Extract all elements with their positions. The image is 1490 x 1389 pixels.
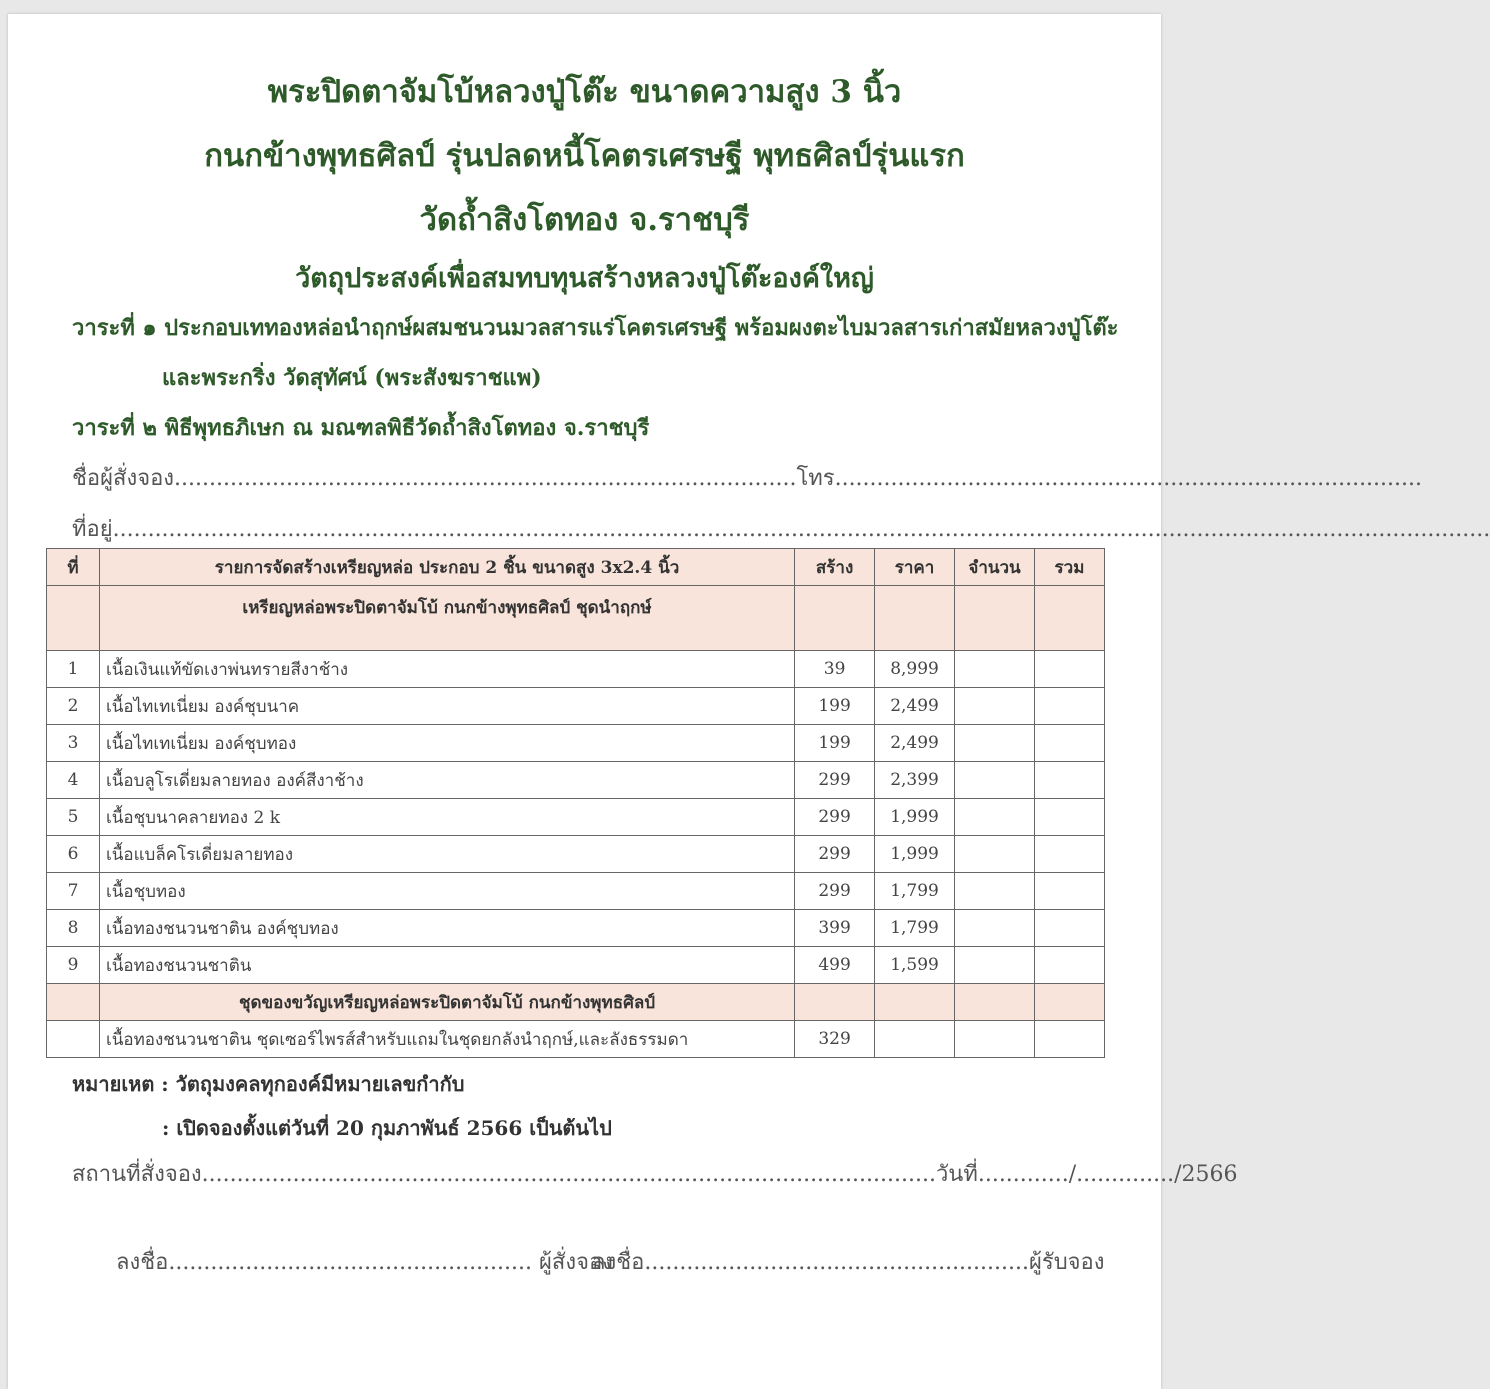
- row-no: 6: [47, 836, 100, 873]
- row-price: 1,999: [875, 799, 955, 836]
- row-price: 1,599: [875, 947, 955, 984]
- row-total-cell[interactable]: [1035, 725, 1105, 762]
- section-row: [47, 586, 1105, 651]
- row-no: 4: [47, 762, 100, 799]
- row-total-cell[interactable]: [1035, 688, 1105, 725]
- table-row: [47, 799, 1105, 836]
- table-header-row: [47, 549, 1105, 586]
- row-made: 299: [795, 762, 875, 799]
- title-line-1: พระปิดตาจัมโบ้หลวงปู่โต๊ะ ขนาดความสูง 3 นิ้ว: [267, 74, 902, 110]
- row-made: 499: [795, 947, 875, 984]
- row-no: 3: [47, 725, 100, 762]
- agenda-item-1: วาระที่ ๑ ประกอบเททองหล่อนำฤกษ์ผสมชนวนมวลสารแร่โคตรเศรษฐี พร้อมผงตะไบมวลสารเก่าสมัยหลวงปู่โต๊ะ: [72, 315, 1119, 341]
- title-line-3: วัดถ้ำสิงโตทอง จ.ราชบุรี: [419, 202, 750, 238]
- row-made: 199: [795, 725, 875, 762]
- buyer-signature-field[interactable]: ลงชื่อ.................................................... ผู้สั่งจอง: [116, 1250, 613, 1275]
- row-no: 7: [47, 873, 100, 910]
- row-name: เนื้อแบล็คโรเดี่ยมลายทอง: [99, 836, 794, 873]
- row-price: 1,999: [875, 836, 955, 873]
- table-row: [47, 725, 1105, 762]
- table-row: [47, 1021, 1105, 1058]
- row-total-cell[interactable]: [1035, 873, 1105, 910]
- row-no: 1: [47, 651, 100, 688]
- header-quantity: จำนวน: [955, 549, 1035, 586]
- row-made: 199: [795, 688, 875, 725]
- buyer-name-phone-field[interactable]: ชื่อผู้สั่งจอง.........................................................................................โทร....................................................................................: [72, 466, 1423, 491]
- table-row: [47, 910, 1105, 947]
- table-row: [47, 873, 1105, 910]
- header-no: ที่: [47, 549, 100, 586]
- receiver-signature-field[interactable]: ลงชื่อ.......................................................ผู้รับจอง: [592, 1250, 1105, 1275]
- row-quantity-cell[interactable]: [955, 836, 1035, 873]
- row-no: 8: [47, 910, 100, 947]
- row-price: 2,399: [875, 762, 955, 799]
- note-2: : เปิดจองตั้งแต่วันที่ 20 กุมภาพันธ์ 2566 เป็นต้นไป: [162, 1116, 612, 1140]
- row-name: เนื้อชุบทอง: [99, 873, 794, 910]
- row-name: เนื้อทองชนวนชาติน องค์ชุบทอง: [99, 910, 794, 947]
- row-quantity-cell[interactable]: [955, 762, 1035, 799]
- header-made: สร้าง: [795, 549, 875, 586]
- row-quantity-cell[interactable]: [955, 651, 1035, 688]
- row-quantity-cell[interactable]: [955, 873, 1035, 910]
- title-line-2: กนกข้างพุทธศิลป์ รุ่นปลดหนี้โคตรเศรษฐี พุทธศิลป์รุ่นแรก: [204, 138, 965, 174]
- row-quantity-cell[interactable]: [955, 799, 1035, 836]
- items-table: [46, 548, 1105, 1058]
- note-1: หมายเหต : วัตถุมงคลทุกองค์มีหมายเลขกำกับ: [72, 1072, 465, 1096]
- place-date-field[interactable]: สถานที่สั่งจอง.........................................................................................................วันที่............./............../2566: [72, 1162, 1238, 1187]
- row-quantity-cell[interactable]: [955, 947, 1035, 984]
- row-total-cell[interactable]: [1035, 651, 1105, 688]
- table-row: [47, 651, 1105, 688]
- row-name: เนื้อไทเทเนี่ยม องค์ชุบทอง: [99, 725, 794, 762]
- table-row: [47, 762, 1105, 799]
- row-price: 2,499: [875, 688, 955, 725]
- row-no: 2: [47, 688, 100, 725]
- address-field[interactable]: ที่อยู่.....................................................................................................................................................................................................: [72, 517, 1490, 542]
- section-row: [47, 984, 1105, 1021]
- row-name: เนื้อไทเทเนี่ยม องค์ชุบนาค: [99, 688, 794, 725]
- title-line-4: วัตถุประสงค์เพื่อสมทบทุนสร้างหลวงปู่โต๊ะองค์ใหญ่: [295, 263, 874, 294]
- row-total-cell[interactable]: [1035, 762, 1105, 799]
- row-total-cell[interactable]: [1035, 836, 1105, 873]
- row-total-cell[interactable]: [1035, 910, 1105, 947]
- row-made: 299: [795, 873, 875, 910]
- row-total-cell[interactable]: [1035, 799, 1105, 836]
- row-no: 5: [47, 799, 100, 836]
- row-quantity-cell[interactable]: [955, 910, 1035, 947]
- row-price: 2,499: [875, 725, 955, 762]
- row-made: 399: [795, 910, 875, 947]
- row-name: เนื้อชุบนาคลายทอง 2 k: [99, 799, 794, 836]
- row-no: 9: [47, 947, 100, 984]
- row-total-cell[interactable]: [1035, 947, 1105, 984]
- table-row: [47, 836, 1105, 873]
- row-made: 329: [795, 1021, 875, 1058]
- row-name: เนื้อเงินแท้ขัดเงาพ่นทรายสีงาช้าง: [99, 651, 794, 688]
- header-item: รายการจัดสร้างเหรียญหล่อ ประกอบ 2 ชิ้น ขนาดสูง 3x2.4 นิ้ว: [99, 549, 794, 586]
- section-title: ชุดของขวัญเหรียญหล่อพระปิดตาจัมโบ้ กนกข้างพุทธศิลป์: [99, 984, 794, 1021]
- table-row: [47, 947, 1105, 984]
- row-quantity-cell[interactable]: [955, 1021, 1035, 1058]
- row-price-cell: [875, 1021, 955, 1058]
- table-row: [47, 688, 1105, 725]
- header-price: ราคา: [875, 549, 955, 586]
- section-title: เหรียญหล่อพระปิดตาจัมโบ้ กนกข้างพุทธศิลป์ ชุดนำฤกษ์: [99, 586, 794, 651]
- agenda-item-2: วาระที่ ๒ พิธีพุทธภิเษก ณ มณฑลพิธีวัดถ้ำสิงโตทอง จ.ราชบุรี: [72, 415, 650, 441]
- header-total: รวม: [1035, 549, 1105, 586]
- row-made: 39: [795, 651, 875, 688]
- row-price: 1,799: [875, 910, 955, 947]
- row-quantity-cell[interactable]: [955, 725, 1035, 762]
- row-quantity-cell[interactable]: [955, 688, 1035, 725]
- row-made: 299: [795, 836, 875, 873]
- row-name: เนื้อทองชนวนชาติน ชุดเซอร์ไพรส์สำหรับแถมในชุดยกลังนำฤกษ์,และลังธรรมดา: [99, 1021, 794, 1058]
- row-price: 1,799: [875, 873, 955, 910]
- order-form-page: [8, 14, 1490, 1389]
- row-made: 299: [795, 799, 875, 836]
- agenda-item-1-continued: และพระกริ่ง วัดสุทัศน์ (พระสังฆราชแพ): [162, 365, 542, 391]
- row-name: เนื้อบลูโรเดี่ยมลายทอง องค์สีงาช้าง: [99, 762, 794, 799]
- row-name: เนื้อทองชนวนชาติน: [99, 947, 794, 984]
- row-total-cell[interactable]: [1035, 1021, 1105, 1058]
- row-price: 8,999: [875, 651, 955, 688]
